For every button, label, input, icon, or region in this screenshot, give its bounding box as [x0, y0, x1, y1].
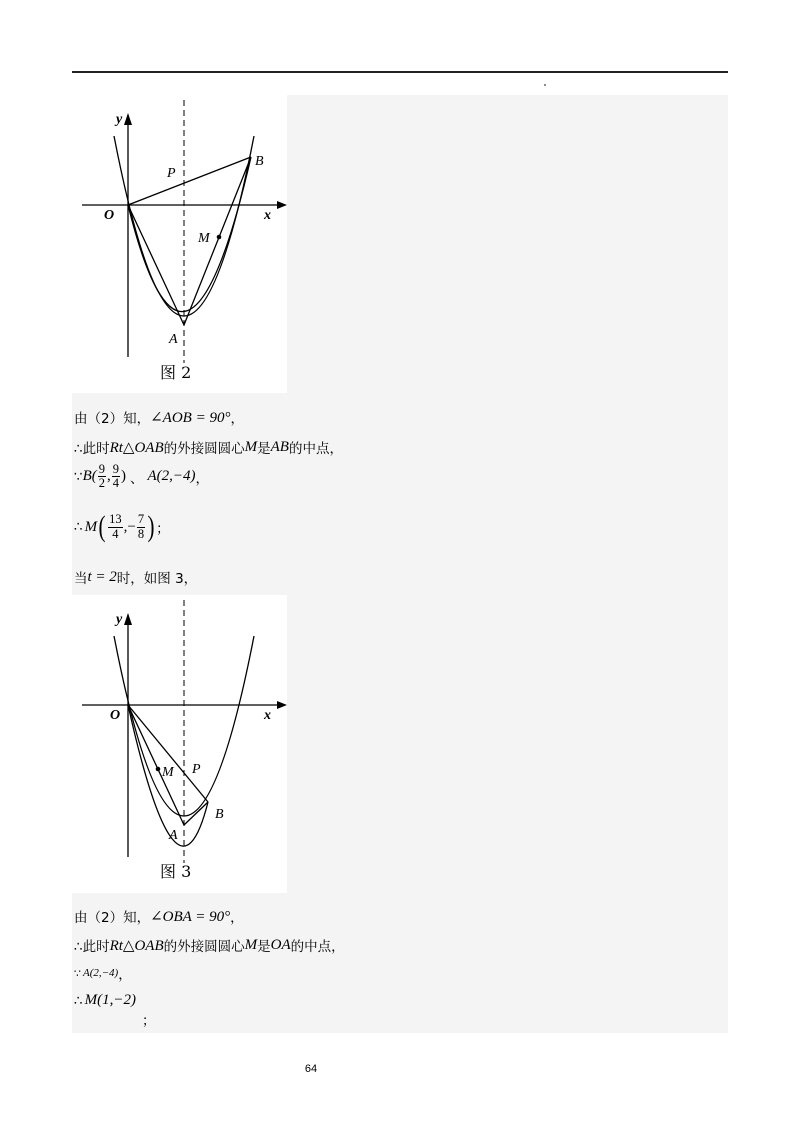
text: ，	[230, 910, 244, 926]
text: 是	[257, 939, 271, 955]
origin-label: O	[110, 708, 121, 723]
text1-line3	[74, 463, 209, 490]
text1-line2	[74, 437, 343, 457]
text: ，	[195, 470, 210, 487]
because-symbol: ∵	[74, 966, 81, 980]
figure-2-graph	[72, 95, 287, 393]
text: ；	[156, 521, 170, 537]
text1-line5	[74, 567, 197, 587]
denominator: 4	[112, 476, 120, 491]
point-m-label: M	[198, 231, 210, 246]
text: 的中点，	[290, 939, 345, 955]
text: ，	[118, 967, 132, 983]
fraction-13-4	[108, 513, 123, 540]
text: 由（2）知，	[74, 910, 151, 926]
math-b: B(	[82, 468, 97, 485]
point-a-label: A	[169, 332, 178, 347]
denominator: 8	[137, 526, 145, 541]
math-t-equals-2: t = 2	[87, 568, 117, 585]
y-axis-label: y	[116, 112, 123, 127]
math-a: A(2,−4)	[147, 468, 196, 485]
origin-label: O	[104, 208, 115, 223]
numerator: 7	[137, 512, 145, 527]
figure-2	[72, 95, 287, 393]
text: 时，如图 3，	[116, 571, 198, 587]
therefore-symbol: ∴	[74, 519, 83, 535]
text: ∴此时	[74, 939, 110, 955]
point-m-label: M	[162, 765, 174, 780]
math-m: M	[84, 518, 98, 535]
math-oa: OA	[270, 936, 291, 953]
math-m-result: M(1,−2)	[84, 992, 136, 1008]
text: 的外接圆圆心	[163, 441, 245, 457]
segment-ab	[184, 157, 251, 325]
point-m	[156, 767, 161, 772]
numerator: 9	[98, 462, 106, 476]
math-angle-oba: ∠OBA = 90°	[150, 908, 231, 925]
close-paren: )	[147, 510, 155, 543]
text1-line4	[74, 512, 170, 542]
math-rt-triangle: Rt△OAB	[109, 439, 164, 456]
denominator: 4	[112, 526, 119, 541]
numerator: 9	[112, 462, 120, 476]
comma-minus: ,−	[123, 518, 136, 535]
point-p-label: P	[167, 166, 176, 181]
y-axis-arrow	[124, 113, 132, 125]
fraction-7-8	[137, 513, 145, 540]
denominator: 2	[98, 476, 106, 491]
segment-ob	[128, 157, 251, 205]
text: 由（2）知，	[74, 411, 151, 427]
y-axis-arrow	[124, 613, 132, 625]
text: ∴此时	[74, 441, 110, 457]
text2-line1	[74, 906, 244, 926]
point-b-label: B	[255, 154, 264, 169]
text: ；	[142, 1013, 156, 1029]
y-axis-label: y	[116, 612, 123, 627]
text2-line4-post	[142, 1009, 156, 1029]
fraction-9-2	[98, 463, 106, 490]
x-axis-arrow	[277, 201, 287, 209]
therefore-symbol: ∴	[74, 992, 83, 1009]
figure-3-caption: 图 3	[160, 862, 192, 881]
segment-oa	[128, 205, 184, 325]
text: 当	[74, 571, 88, 587]
text: ，	[230, 411, 244, 427]
math-angle-aob: ∠AOB = 90°	[150, 409, 231, 426]
math-ab: AB	[270, 438, 289, 455]
point-b-label: B	[215, 807, 224, 822]
text2-line4	[74, 992, 136, 1009]
text: 的中点，	[288, 441, 343, 457]
point-m	[217, 235, 222, 240]
separator: 、	[130, 470, 144, 487]
math-m: M	[244, 438, 258, 455]
parabola-oab	[128, 157, 251, 312]
numerator: 13	[109, 512, 122, 527]
header-mark	[544, 84, 546, 86]
text: 是	[257, 441, 271, 457]
figure-3-graph	[72, 595, 287, 893]
open-paren: (	[98, 510, 106, 543]
point-p-label: P	[192, 762, 201, 777]
text1-line1	[74, 407, 244, 427]
page-number: 64	[304, 1063, 318, 1075]
math-m: M	[244, 936, 258, 953]
figure-3	[72, 595, 287, 893]
math-a: A(2,−4)	[83, 967, 119, 979]
comma: ,	[107, 468, 111, 485]
x-axis-label: x	[264, 208, 271, 223]
header-rule	[72, 71, 728, 73]
text2-line3	[74, 963, 132, 983]
content-panel	[72, 95, 728, 1033]
x-axis-label: x	[264, 708, 271, 723]
math-rt-triangle: Rt△OAB	[109, 937, 164, 954]
text: 的外接圆圆心	[163, 939, 245, 955]
text2-line2	[74, 935, 345, 955]
x-axis-arrow	[277, 701, 287, 709]
because-symbol: ∵	[74, 468, 83, 485]
point-a-label: A	[169, 828, 178, 843]
figure-2-caption: 图 2	[160, 363, 192, 382]
close-paren: )	[121, 468, 127, 485]
fraction-9-4	[112, 463, 120, 490]
